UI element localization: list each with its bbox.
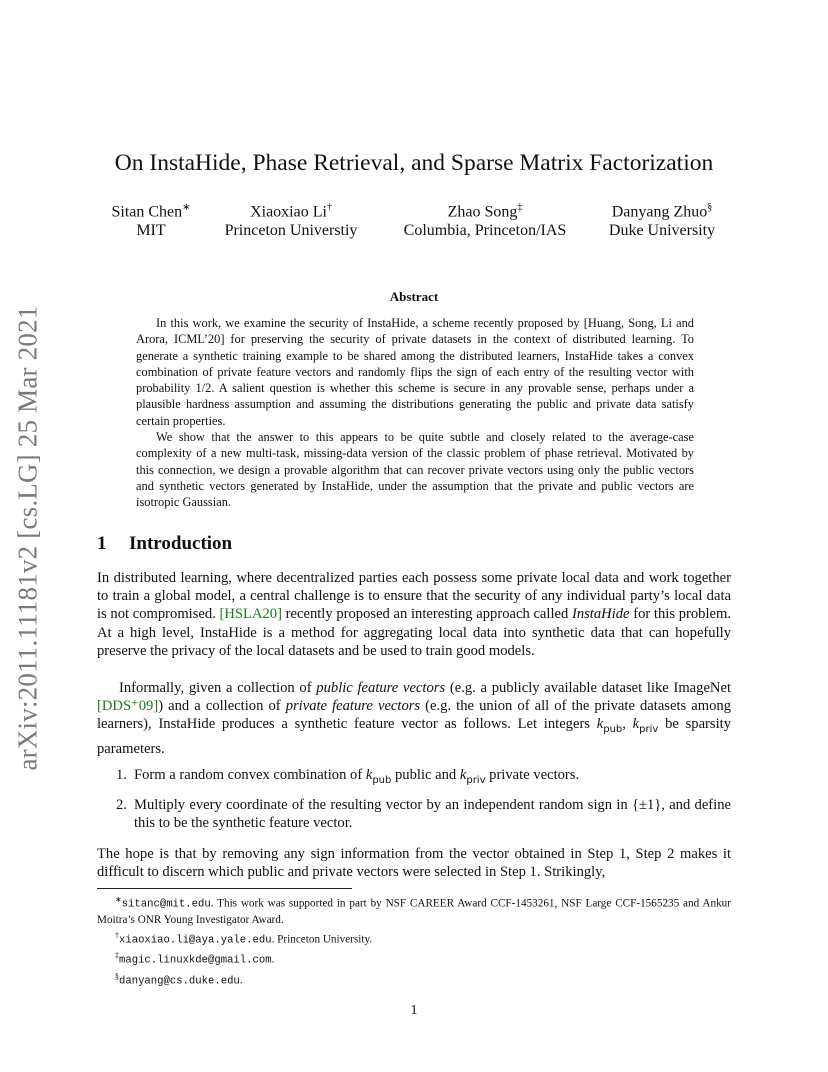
- email-link[interactable]: sitanc@mit.edu: [121, 898, 211, 911]
- footnote-text: .: [271, 954, 275, 967]
- paragraph-text: The hope is that by removing any sign information from the vector obtained in Step 1, Step 2 makes it difficult to discern which public and private vectors were selected in Step 1. Strikingly,: [97, 846, 731, 881]
- author-mark: ∗: [182, 202, 191, 213]
- text-run: ,: [622, 716, 633, 733]
- text-run: public and: [391, 767, 460, 783]
- text-run: (e.g. the union of all of the private datasets among learners), InstaHide produces a synthetic feature vector as follows. Let integers: [97, 698, 731, 733]
- emphasis-text: private feature vectors: [285, 698, 421, 715]
- text-run: recently proposed an interesting approach called: [281, 606, 572, 623]
- math-var: k: [596, 716, 604, 733]
- math-subscript: priv: [466, 774, 486, 786]
- intro-paragraph-2: [97, 679, 731, 758]
- intro-paragraph-3: [97, 845, 731, 881]
- footnote-mark: §: [115, 972, 119, 982]
- citation-link[interactable]: [DDS⁺09]: [97, 698, 159, 715]
- intro-paragraph-1: [97, 569, 731, 660]
- math-k-pub: [596, 716, 623, 736]
- abstract-paragraph-1: In this work, we examine the security of InstaHide, a scheme recently proposed by [Huang, Song, Li and Arora, ICML’20] for preserving the security of private datasets in the context of distributed learning. To generate a synthetic training example to be shared among the distributed learners, InstaHide takes a convex combination of private feature vectors and randomly flips the sign of each entry of the resulting vector with probability 1/2. A salient question is whether this scheme is secure in any provable sense, perhaps under a plausible hardness assumption and assuming the distributions generating the public and private data satisfy certain properties.: [136, 316, 694, 428]
- email-link[interactable]: danyang@cs.duke.edu: [119, 975, 240, 988]
- section-heading: [97, 533, 232, 555]
- emphasis-text: public feature vectors: [316, 680, 446, 696]
- citation-link[interactable]: [HSLA20]: [219, 606, 282, 623]
- footnote-rule: [97, 888, 352, 889]
- math-subscript: pub: [372, 774, 392, 786]
- list-item: [116, 766, 731, 790]
- footnote-2: [97, 928, 731, 949]
- math-k-priv: [459, 767, 486, 786]
- section-number: 1: [97, 533, 107, 554]
- text-run: ) and a collection of: [158, 698, 286, 715]
- text-run: In distributed learning, where decentralized parties each possess some private local data and work together to train a global model, a central challenge is to ensure that the security of any individual party’s local data is not compromised.: [97, 570, 731, 623]
- footnote-3: [97, 948, 731, 969]
- author-mark: §: [707, 202, 713, 213]
- author-affiliation: MIT: [136, 222, 166, 240]
- math-var: k: [459, 767, 467, 783]
- text-run: Multiply every coordinate of the resulting vector by an independent random sign in {±1}, and define this to be the synthetic feature vector.: [134, 797, 731, 832]
- email-link[interactable]: magic.linuxkde@gmail.com: [119, 955, 272, 968]
- author-name: Danyang Zhuo: [611, 203, 708, 221]
- author-mark: ‡: [517, 202, 523, 213]
- math-k-pub: [365, 767, 392, 786]
- footnote-1: [97, 892, 731, 928]
- page-number: 1: [410, 1003, 418, 1018]
- author-1: [104, 198, 198, 240]
- footnote-mark: ∗: [115, 895, 122, 904]
- email-link[interactable]: xiaoxiao.li@aya.yale.edu: [119, 934, 272, 947]
- list-item: [116, 796, 731, 832]
- math-subscript: pub: [603, 724, 623, 736]
- arxiv-stamp-text: arXiv:2011.11181v2 [cs.LG] 25 Mar 2021: [12, 305, 43, 771]
- footnote-mark: †: [115, 930, 119, 940]
- paper-title: On InstaHide, Phase Retrieval, and Sparse Matrix Factorization: [114, 150, 714, 176]
- math-var: k: [365, 767, 373, 783]
- footnote-mark: ‡: [115, 951, 119, 961]
- text-run: be sparsity parameters.: [97, 716, 731, 757]
- math-k-priv: [632, 716, 659, 736]
- author-mark: †: [326, 202, 332, 213]
- arxiv-stamp: [8, 288, 48, 788]
- emphasis-text: InstaHide: [571, 606, 630, 623]
- author-affiliation: Duke University: [608, 222, 716, 240]
- text-run: (e.g. a publicly available dataset like ImageNet: [445, 680, 732, 696]
- author-affiliation: Princeton Universtiy: [224, 222, 358, 240]
- text-run: private vectors.: [485, 767, 580, 783]
- author-name: Zhao Song: [447, 203, 518, 221]
- author-name: Xiaoxiao Li: [250, 203, 327, 221]
- footnote-text: .: [239, 974, 243, 987]
- list-label: 1.: [116, 767, 127, 783]
- text-run: for this problem. At a high level, InstaHide is a method for aggregating local data into synthetic data that can hopefully preserve the privacy of the local datasets and be used to train good models.: [97, 606, 731, 659]
- footnotes: [97, 892, 731, 990]
- author-name: Sitan Chen: [111, 203, 183, 221]
- section-title: Introduction: [129, 533, 233, 554]
- author-affiliation: Columbia, Princeton/IAS: [403, 222, 567, 240]
- list-label: 2.: [116, 797, 127, 813]
- author-2: [216, 198, 366, 240]
- text-run: Form a random convex combination of: [134, 767, 366, 783]
- author-4: [600, 198, 724, 240]
- footnote-text: . Princeton University.: [271, 933, 373, 946]
- abstract-body: [136, 315, 694, 511]
- author-3: [392, 198, 578, 240]
- abstract-paragraph-2: We show that the answer to this appears to be quite subtle and closely related to the average-case complexity of a new multi-task, missing-data version of the classic problem of phase retrieval. Motivated by this connection, we design a provable algorithm that can recover private vectors using only the public vectors and synthetic vectors generated by InstaHide, under the assumption that the private and public vectors are isotropic Gaussian.: [136, 430, 694, 510]
- math-subscript: priv: [639, 724, 659, 736]
- footnote-text: . This work was supported in part by NSF CAREER Award CCF-1453261, NSF Large CCF-1565235 and Ankur Moitra’s ONR Young Investigator Award.: [97, 897, 731, 926]
- text-run: Informally, given a collection of: [119, 680, 317, 696]
- abstract-heading: Abstract: [389, 289, 439, 304]
- footnote-4: [97, 969, 731, 990]
- math-var: k: [632, 716, 640, 733]
